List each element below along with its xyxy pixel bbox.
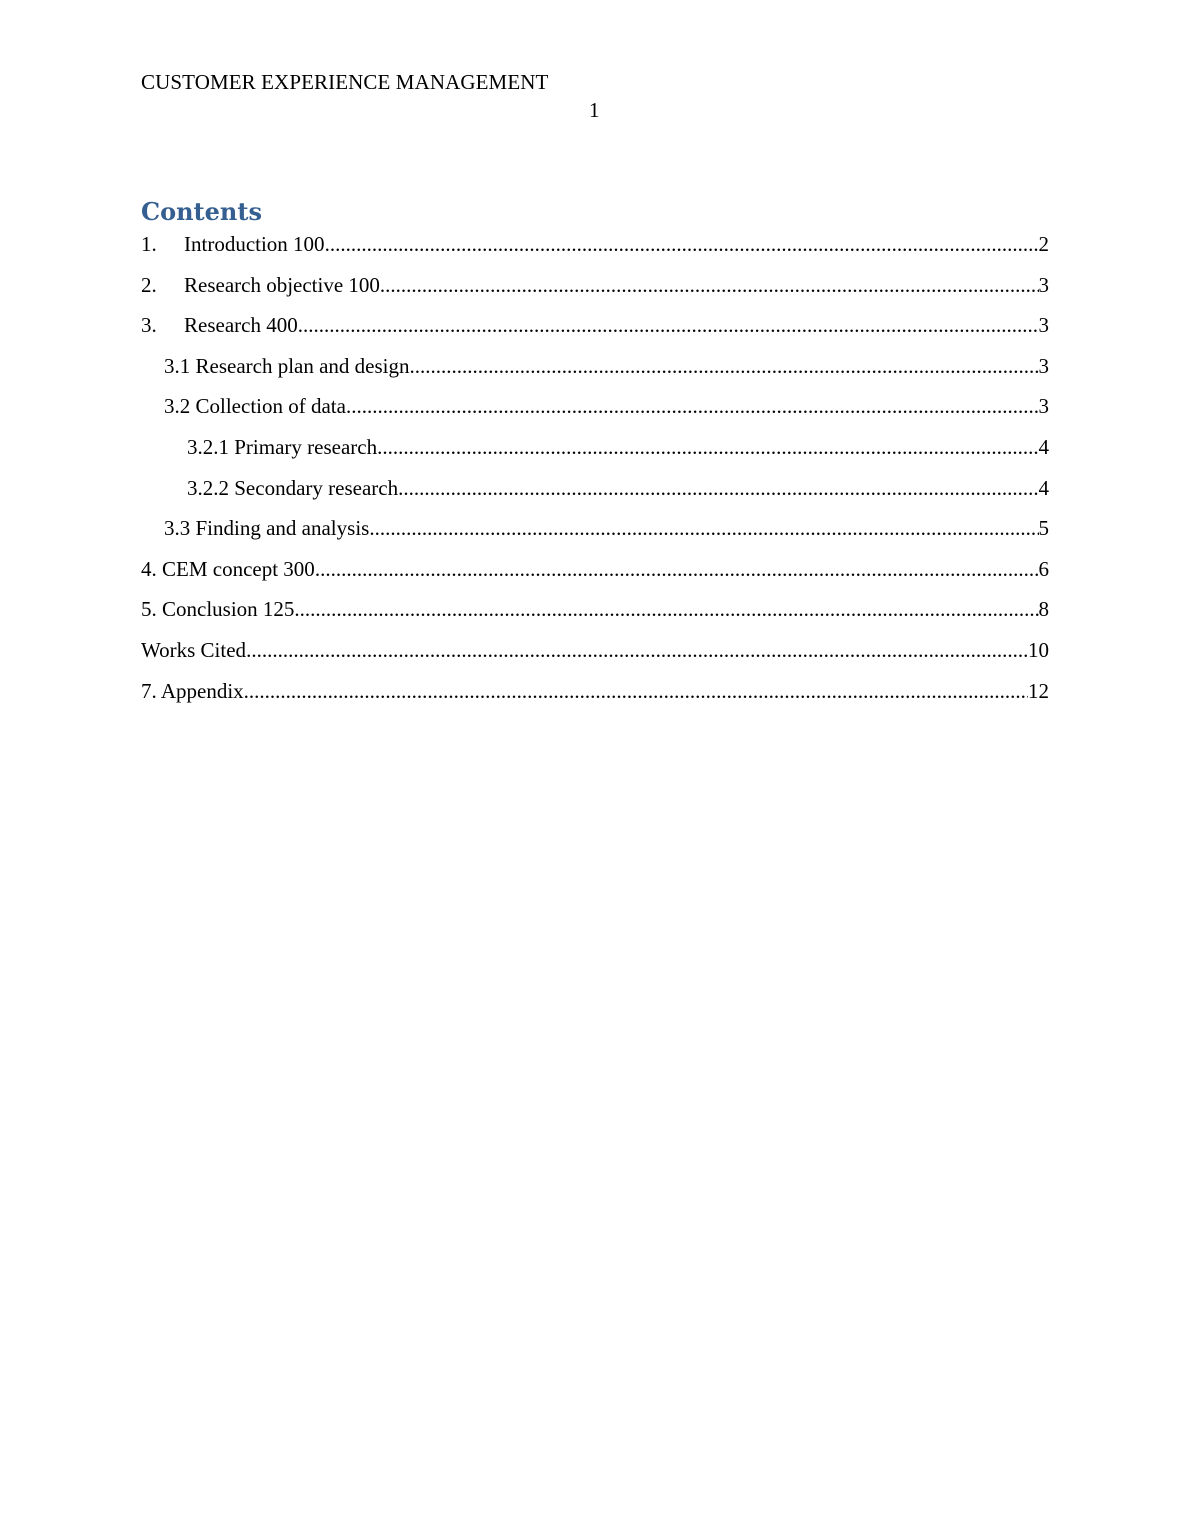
toc-entry-page: 12 <box>1028 678 1049 703</box>
toc-entry-research[interactable] <box>141 313 1049 354</box>
toc-entry-works-cited[interactable] <box>141 638 1049 679</box>
toc-entry-finding-and-analysis[interactable] <box>141 516 1049 557</box>
toc-entry-page: 8 <box>1038 597 1049 622</box>
toc-entry-conclusion[interactable] <box>141 597 1049 638</box>
page-number: 1 <box>589 98 600 122</box>
toc-dot-leader <box>246 638 1028 663</box>
toc-entry-text: 3.2.1 Primary research <box>187 434 378 459</box>
toc-dot-leader <box>294 597 1038 622</box>
toc-entry-appendix[interactable] <box>141 679 1049 720</box>
toc-entry-page: 2 <box>1038 232 1049 256</box>
toc-dot-leader <box>377 435 1038 460</box>
toc-entry-research-plan[interactable] <box>141 354 1049 395</box>
toc-dot-leader <box>315 557 1039 582</box>
table-of-contents <box>141 232 1049 719</box>
toc-entry-page: 3 <box>1038 394 1049 419</box>
toc-dot-leader <box>325 232 1039 257</box>
toc-entry-text: 3.1 Research plan and design <box>164 353 410 378</box>
toc-entry-primary-research[interactable] <box>141 435 1049 476</box>
toc-entry-research-objective[interactable] <box>141 273 1049 314</box>
toc-entry-introduction[interactable] <box>141 232 1049 273</box>
toc-entry-text: Research 400 <box>184 313 298 338</box>
toc-heading: Contents <box>141 197 262 226</box>
toc-entry-page: 5 <box>1038 516 1049 541</box>
running-header-title: CUSTOMER EXPERIENCE MANAGEMENT <box>141 70 549 94</box>
toc-entry-text: Research objective 100 <box>184 272 380 297</box>
toc-dot-leader <box>346 394 1039 419</box>
toc-entry-number: 2. <box>141 272 157 297</box>
toc-entry-text: 5. Conclusion 125 <box>141 597 295 622</box>
toc-entry-number: 1. <box>141 232 157 256</box>
toc-dot-leader <box>410 354 1039 379</box>
toc-entry-page: 10 <box>1028 637 1049 662</box>
toc-entry-page: 3 <box>1038 313 1049 338</box>
toc-entry-secondary-research[interactable] <box>141 476 1049 517</box>
toc-dot-leader <box>369 516 1038 541</box>
toc-entry-page: 4 <box>1038 475 1049 500</box>
toc-entry-collection-of-data[interactable] <box>141 394 1049 435</box>
toc-entry-text: 3.2.2 Secondary research <box>187 475 399 500</box>
toc-dot-leader <box>380 273 1039 298</box>
toc-entry-text: Introduction 100 <box>184 232 325 256</box>
toc-entry-text: 3.3 Finding and analysis <box>164 516 370 541</box>
toc-dot-leader <box>398 476 1038 501</box>
toc-entry-page: 3 <box>1038 272 1049 297</box>
toc-entry-page: 6 <box>1038 556 1049 581</box>
toc-dot-leader <box>244 679 1028 704</box>
toc-entry-number: 3. <box>141 313 157 338</box>
toc-entry-page: 4 <box>1038 434 1049 459</box>
toc-dot-leader <box>298 313 1039 338</box>
toc-entry-text: Works Cited <box>141 637 247 662</box>
toc-entry-page: 3 <box>1038 353 1049 378</box>
toc-entry-cem-concept[interactable] <box>141 557 1049 598</box>
toc-entry-text: 4. CEM concept 300 <box>141 556 315 581</box>
toc-entry-text: 7. Appendix <box>141 678 244 703</box>
toc-entry-text: 3.2 Collection of data <box>164 394 346 419</box>
